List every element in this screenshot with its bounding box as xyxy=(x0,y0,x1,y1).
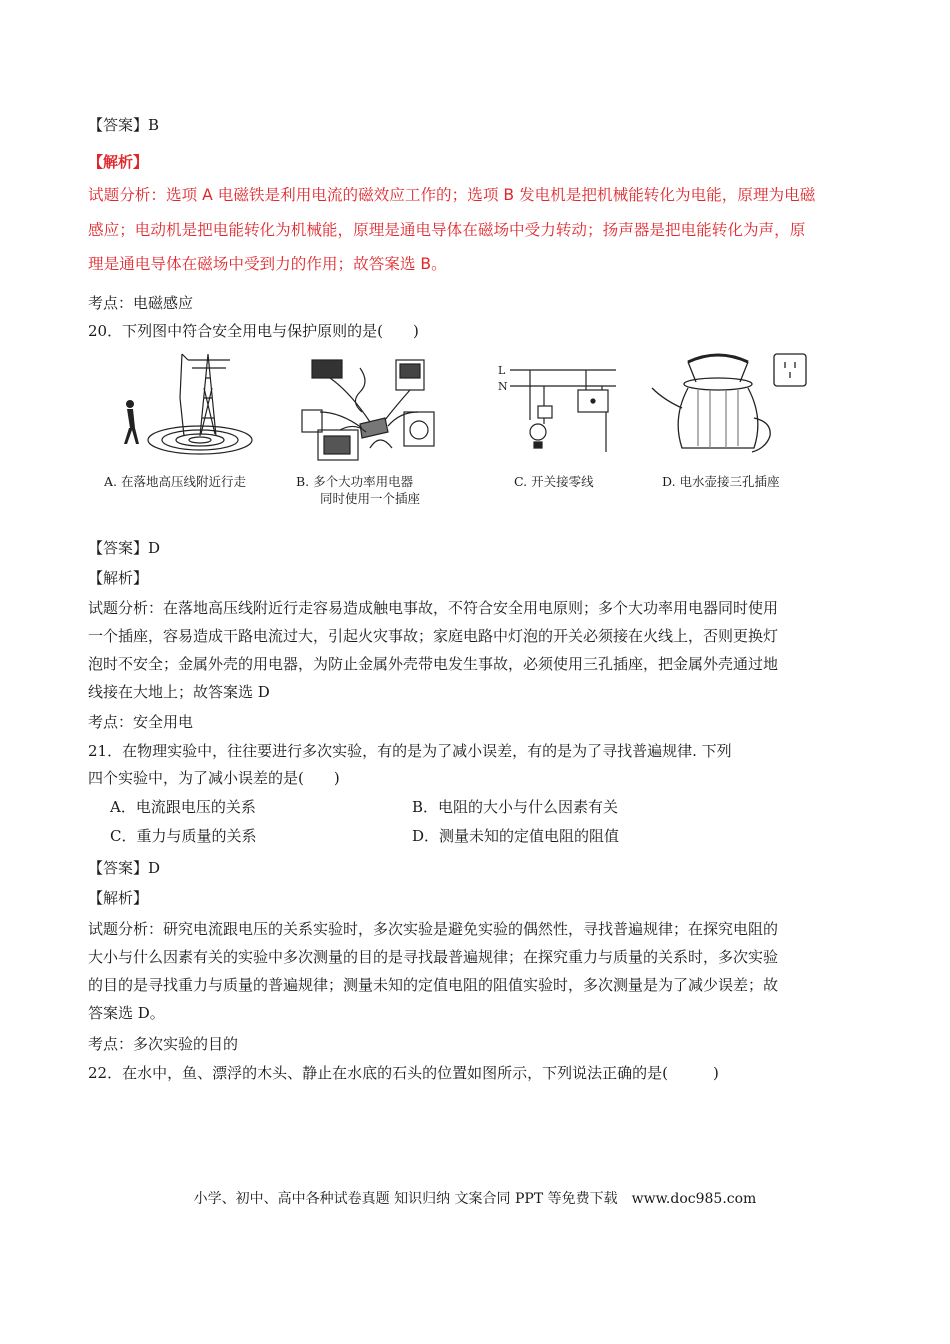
neutral-wire-label: N xyxy=(498,380,508,393)
q22-question: 22．在水中，鱼、漂浮的木头、静止在水底的石头的位置如图所示，下列说法正确的是( ) xyxy=(88,1064,719,1082)
q20-caption-b-line-2: 同时使用一个插座 xyxy=(320,491,421,506)
q20-caption-a: A. 在落地高压线附近行走 xyxy=(104,474,246,489)
q21-analysis-heading: 【解析】 xyxy=(88,889,149,907)
q21-analysis-line-4: 答案选 D。 xyxy=(88,1004,165,1022)
q21-analysis-line-1: 试题分析：研究电流跟电压的关系实验时，多次实验是避免实验的偶然性，寻找普遍规律；在探究电阻的 xyxy=(88,920,779,938)
q21-question-line-1: 21．在物理实验中，往往要进行多次实验，有的是为了减小误差，有的是为了寻找普遍规律. 下列 xyxy=(88,742,732,760)
q20-caption-b-line-1: B. 多个大功率用电器 xyxy=(296,474,414,489)
q21-analysis-line-2: 大小与什么因素有关的实验中多次测量的目的是寻找最普遍规律；在探究重力与质量的关系时，多次实验 xyxy=(88,948,779,966)
q20-analysis-line-3: 泡时不安全；金属外壳的用电器，为防止金属外壳带电发生事故，必须使用三孔插座，把金属外壳通过地 xyxy=(88,655,779,673)
q19-analysis-line-1: 试题分析：选项 A 电磁铁是利用电流的磁效应工作的；选项 B 发电机是把机械能转化为电能，原理为电磁 xyxy=(88,186,816,204)
q21-option-c: C．重力与质量的关系 xyxy=(110,827,257,845)
live-wire-label: L xyxy=(498,364,506,377)
q20-analysis-line-1: 试题分析：在落地高压线附近行走容易造成触电事故，不符合安全用电原则；多个大功率用电器同时使用 xyxy=(88,599,779,617)
q21-option-d: D．测量未知的定值电阻的阻值 xyxy=(412,827,620,845)
electric-kettle-figure xyxy=(648,348,808,466)
q20-caption-d: D. 电水壶接三孔插座 xyxy=(662,474,780,489)
q19-kaodian: 考点：电磁感应 xyxy=(88,294,194,312)
q19-answer: 【答案】B xyxy=(88,116,160,134)
high-voltage-tower-figure xyxy=(108,348,258,468)
q21-option-a: A．电流跟电压的关系 xyxy=(110,798,256,816)
q20-kaodian: 考点：安全用电 xyxy=(88,713,194,731)
q19-analysis-heading: 【解析】 xyxy=(88,153,149,171)
q21-question-line-2: 四个实验中，为了减小误差的是( ) xyxy=(88,769,340,787)
switch-on-neutral-circuit-figure xyxy=(496,362,620,462)
q21-option-b: B．电阻的大小与什么因素有关 xyxy=(412,798,619,816)
q19-analysis-line-3: 理是通电导体在磁场中受到力的作用；故答案选 B。 xyxy=(88,255,447,273)
q20-caption-c: C. 开关接零线 xyxy=(514,474,594,489)
q20-analysis-line-2: 一个插座，容易造成干路电流过大，引起火灾事故；家庭电路中灯泡的开关必须接在火线上，否则更换灯 xyxy=(88,627,779,645)
q20-answer: 【答案】D xyxy=(88,539,161,557)
q21-kaodian: 考点：多次实验的目的 xyxy=(88,1035,239,1053)
multiple-appliances-figure xyxy=(300,352,450,467)
q20-question: 20．下列图中符合安全用电与保护原则的是( ) xyxy=(88,322,419,340)
q20-analysis-heading: 【解析】 xyxy=(88,569,149,587)
q21-answer: 【答案】D xyxy=(88,859,161,877)
page-footer: 小学、初中、高中各种试卷真题 知识归纳 文案合同 PPT 等免费下载 www.doc985.com xyxy=(193,1191,757,1207)
q20-analysis-line-4: 线接在大地上；故答案选 D xyxy=(88,683,270,701)
q19-analysis-line-2: 感应；电动机是把电能转化为机械能，原理是通电导体在磁场中受力转动；扬声器是把电能转化为声，原 xyxy=(88,221,806,239)
q21-analysis-line-3: 的目的是寻找重力与质量的普遍规律；测量未知的定值电阻的阻值实验时，多次测量是为了减少误差；故 xyxy=(88,976,779,994)
